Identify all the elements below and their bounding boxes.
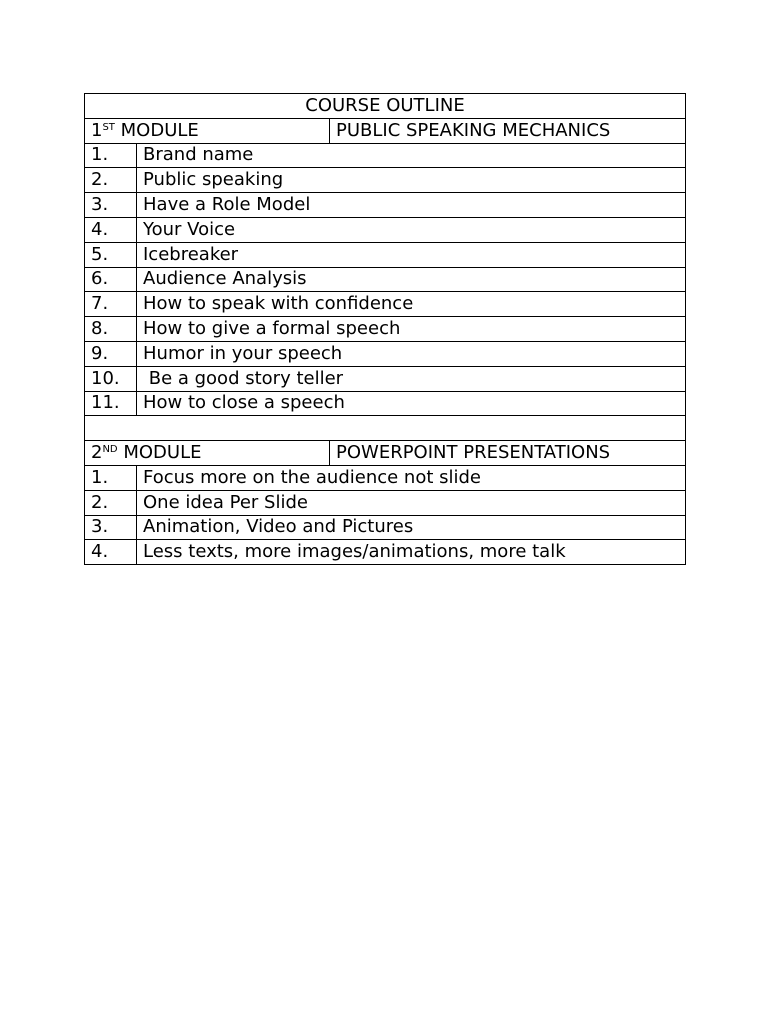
- item-number: 6.: [85, 267, 137, 292]
- table-row: [85, 242, 686, 267]
- table-row: [85, 465, 686, 490]
- item-text: Humor in your speech: [137, 341, 686, 366]
- item-text: Icebreaker: [137, 242, 686, 267]
- item-number: 3.: [85, 515, 137, 540]
- item-text: How to speak with confidence: [137, 292, 686, 317]
- course-outline-title: COURSE OUTLINE: [85, 94, 686, 119]
- table-row: [85, 193, 686, 218]
- item-number: 9.: [85, 341, 137, 366]
- module-name: PUBLIC SPEAKING MECHANICS: [330, 118, 686, 143]
- item-number: 1.: [85, 465, 137, 490]
- module-label: [85, 118, 330, 143]
- module-header-row: [85, 441, 686, 466]
- item-number: 1.: [85, 143, 137, 168]
- item-text: How to close a speech: [137, 391, 686, 416]
- module-name: POWERPOINT PRESENTATIONS: [330, 441, 686, 466]
- blank-row: [85, 416, 686, 441]
- module-ordinal-suffix: ST: [102, 121, 115, 133]
- item-text: How to give a formal speech: [137, 317, 686, 342]
- table-row: [85, 317, 686, 342]
- item-text: Audience Analysis: [137, 267, 686, 292]
- item-number: 11.: [85, 391, 137, 416]
- item-text: Animation, Video and Pictures: [137, 515, 686, 540]
- item-text: Brand name: [137, 143, 686, 168]
- module-number: 1: [91, 119, 103, 141]
- course-outline-table: [84, 93, 686, 565]
- table-row: [85, 391, 686, 416]
- module-word: MODULE: [114, 119, 199, 141]
- table-row: [85, 143, 686, 168]
- title-row: [85, 94, 686, 119]
- blank-cell: [85, 416, 686, 441]
- table-row: [85, 540, 686, 565]
- table-row: [85, 267, 686, 292]
- table-row: [85, 366, 686, 391]
- item-number: 2.: [85, 490, 137, 515]
- module-label: [85, 441, 330, 466]
- item-text: Your Voice: [137, 217, 686, 242]
- table-row: [85, 217, 686, 242]
- item-text: Less texts, more images/animations, more talk: [137, 540, 686, 565]
- item-number: 8.: [85, 317, 137, 342]
- item-number: 4.: [85, 217, 137, 242]
- module-ordinal-suffix: ND: [102, 444, 118, 456]
- item-number: 10.: [85, 366, 137, 391]
- table-row: [85, 515, 686, 540]
- item-number: 2.: [85, 168, 137, 193]
- item-text: One idea Per Slide: [137, 490, 686, 515]
- table-row: [85, 168, 686, 193]
- item-text: Be a good story teller: [137, 366, 686, 391]
- item-text: Public speaking: [137, 168, 686, 193]
- table-row: [85, 490, 686, 515]
- item-number: 4.: [85, 540, 137, 565]
- table-row: [85, 341, 686, 366]
- item-text: Focus more on the audience not slide: [137, 465, 686, 490]
- module-header-row: [85, 118, 686, 143]
- item-number: 5.: [85, 242, 137, 267]
- item-number: 7.: [85, 292, 137, 317]
- module-number: 2: [91, 442, 103, 464]
- item-text: Have a Role Model: [137, 193, 686, 218]
- table-row: [85, 292, 686, 317]
- item-number: 3.: [85, 193, 137, 218]
- module-word: MODULE: [117, 442, 202, 464]
